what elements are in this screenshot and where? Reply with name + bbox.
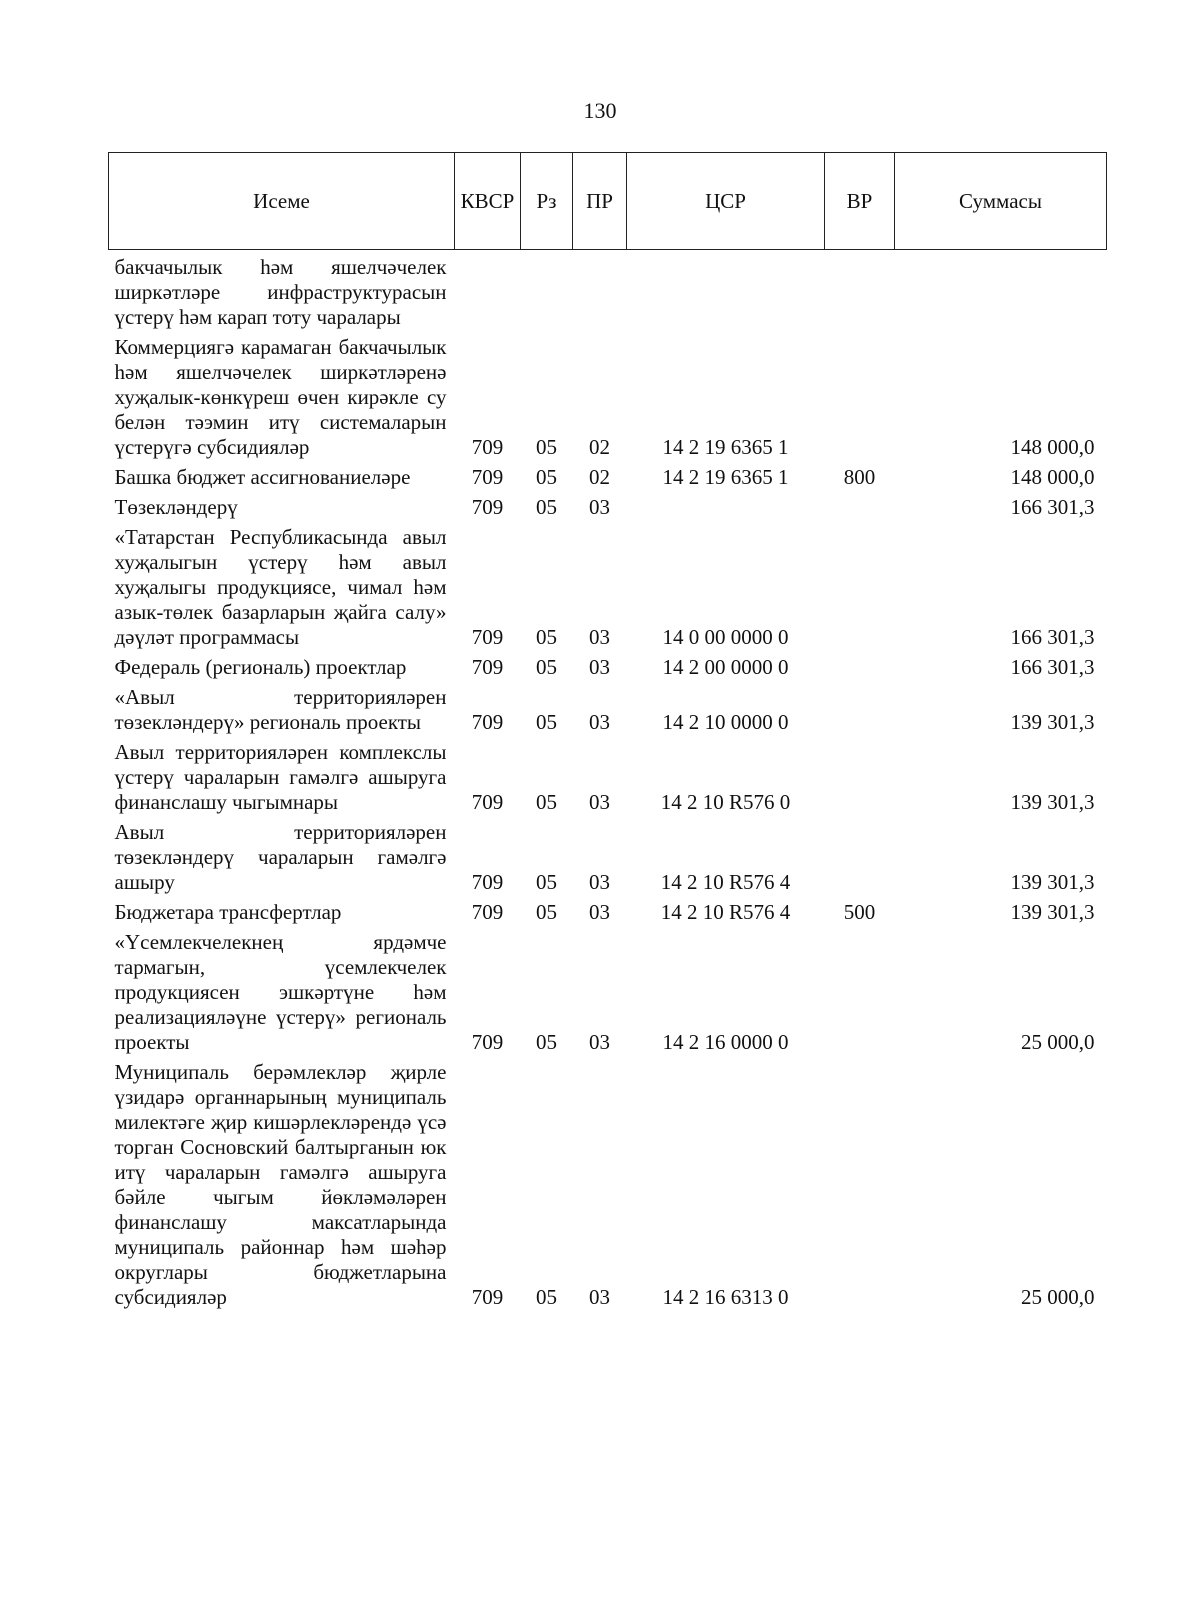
table-row: [109, 490, 1107, 520]
row-pr: 02: [589, 465, 610, 489]
row-kvsr: 709: [471, 435, 504, 459]
row-csr: [627, 490, 825, 520]
table-header-row: [109, 153, 1107, 250]
row-kvsr: 709: [471, 710, 504, 734]
row-name: Муниципаль берәмлекләр җирле үзидарә органнарының муниципаль милектәге җир кишәрлекләрендә үсә торган Сосновский балтырганын юк итү чараларын гамәлгә ашыруга бәйле чыгым йөкләмәләрен финанслашу максатларында муниципаль районнар һәм шәһәр округлары бюджетларына субсидияләр: [114, 1060, 447, 1309]
row-name: Авыл территорияләрен комплекслы үстерү чараларын гамәлгә ашыруга финанслашу чыгымнары: [114, 740, 447, 814]
row-sum: 166 301,3: [1010, 625, 1095, 649]
page-number: 130: [583, 98, 617, 123]
row-sum: 25 000,0: [1021, 1285, 1095, 1309]
row-kvsr: 709: [471, 625, 504, 649]
row-vr: 500: [843, 900, 876, 924]
header-sum: Суммасы: [895, 153, 1107, 250]
row-kvsr: 709: [471, 465, 504, 489]
row-sum: 139 301,3: [1010, 710, 1095, 734]
row-csr: 14 2 10 R576 0: [660, 790, 791, 814]
table-row: [109, 815, 1107, 895]
header-vr: ВР: [825, 153, 895, 250]
row-kvsr: 709: [471, 1285, 504, 1309]
row-csr: 14 0 00 0000 0: [662, 625, 789, 649]
row-pr: 03: [589, 900, 610, 924]
header-kvsr: КВСР: [455, 153, 521, 250]
row-rz: 05: [536, 1285, 557, 1309]
row-csr: 14 2 16 0000 0: [662, 1030, 789, 1054]
row-sum: 139 301,3: [1010, 900, 1095, 924]
row-name: Башка бюджет ассигнованиеләре: [114, 465, 411, 489]
row-kvsr: 709: [471, 870, 504, 894]
row-sum: 166 301,3: [1010, 495, 1095, 519]
row-vr: [825, 1055, 895, 1310]
row-kvsr: 709: [471, 900, 504, 924]
row-rz: 05: [536, 655, 557, 679]
row-csr: 14 2 16 6313 0: [662, 1285, 789, 1309]
row-csr: 14 2 19 6365 1: [662, 465, 789, 489]
row-pr: [573, 250, 627, 331]
row-rz: [521, 250, 573, 331]
row-kvsr: [455, 250, 521, 331]
table-row: [109, 680, 1107, 735]
row-name: «Авыл территорияләрен төзекләндерү» региональ проекты: [114, 685, 447, 734]
row-name: бакчачылык һәм яшелчәчелек ширкәтләре инфраструктурасын үстерү һәм карап тоту чаралары: [114, 255, 447, 329]
row-sum: 166 301,3: [1010, 655, 1095, 679]
row-vr: [825, 650, 895, 680]
budget-table: [108, 152, 1107, 1310]
row-name: Авыл территорияләрен төзекләндерү чараларын гамәлгә ашыру: [114, 820, 447, 894]
row-vr: 800: [843, 465, 876, 489]
header-pr: ПР: [573, 153, 627, 250]
table-row: [109, 330, 1107, 460]
row-vr: [825, 680, 895, 735]
row-rz: 05: [536, 495, 557, 519]
row-rz: 05: [536, 790, 557, 814]
row-pr: 03: [589, 790, 610, 814]
row-csr: 14 2 00 0000 0: [662, 655, 789, 679]
table-row: [109, 925, 1107, 1055]
header-name: Исеме: [109, 153, 455, 250]
row-kvsr: 709: [471, 495, 504, 519]
row-rz: 05: [536, 625, 557, 649]
row-name: «Татарстан Республикасында авыл хуҗалыгын үстерү һәм авыл хуҗалыгы продукциясе, чимал һәм азык-төлек базарларын җайга салу» дәүләт программасы: [114, 525, 447, 649]
row-rz: 05: [536, 1030, 557, 1054]
table-row: [109, 895, 1107, 925]
row-sum: 139 301,3: [1010, 790, 1095, 814]
row-vr: [825, 735, 895, 815]
header-csr: ЦСР: [627, 153, 825, 250]
row-vr: [825, 520, 895, 650]
row-kvsr: 709: [471, 790, 504, 814]
row-pr: 03: [589, 625, 610, 649]
row-sum: 148 000,0: [1010, 435, 1095, 459]
table-row: [109, 735, 1107, 815]
row-rz: 05: [536, 870, 557, 894]
row-pr: 03: [589, 1030, 610, 1054]
row-pr: 03: [589, 655, 610, 679]
row-pr: 03: [589, 495, 610, 519]
row-vr: [825, 815, 895, 895]
table-row: [109, 1055, 1107, 1310]
row-sum: [895, 250, 1107, 331]
table-row: [109, 520, 1107, 650]
row-name: Коммерциягә карамаган бакчачылык һәм яшелчәчелек ширкәтләренә хуҗалык-көнкүреш өчен кирәкле су белән тәэмин итү системаларын үстерүгә субсидияләр: [114, 335, 447, 459]
row-name: «Үсемлекчелекнең ярдәмче тармагын, үсемлекчелек продукциясен эшкәртүне һәм реализацияләүне үстерү» региональ проекты: [114, 930, 447, 1054]
table-row: [109, 460, 1107, 490]
table-row: [109, 650, 1107, 680]
row-rz: 05: [536, 435, 557, 459]
row-pr: 03: [589, 870, 610, 894]
row-vr: [825, 250, 895, 331]
row-pr: 03: [589, 710, 610, 734]
row-csr: 14 2 10 0000 0: [662, 710, 789, 734]
row-kvsr: 709: [471, 1030, 504, 1054]
row-rz: 05: [536, 710, 557, 734]
row-rz: 05: [536, 900, 557, 924]
row-vr: [825, 490, 895, 520]
row-rz: 05: [536, 465, 557, 489]
row-name: Төзекләндерү: [114, 495, 238, 519]
row-kvsr: 709: [471, 655, 504, 679]
table-row: [109, 250, 1107, 331]
row-name: Бюджетара трансфертлар: [114, 900, 342, 924]
row-vr: [825, 330, 895, 460]
row-vr: [825, 925, 895, 1055]
row-sum: 148 000,0: [1010, 465, 1095, 489]
row-csr: 14 2 10 R576 4: [660, 870, 791, 894]
row-csr: 14 2 10 R576 4: [660, 900, 791, 924]
row-csr: [627, 250, 825, 331]
row-pr: 02: [589, 435, 610, 459]
row-pr: 03: [589, 1285, 610, 1309]
header-rz: Рз: [521, 153, 573, 250]
row-csr: 14 2 19 6365 1: [662, 435, 789, 459]
row-sum: 25 000,0: [1021, 1030, 1095, 1054]
row-sum: 139 301,3: [1010, 870, 1095, 894]
row-name: Федераль (региональ) проектлар: [114, 655, 407, 679]
